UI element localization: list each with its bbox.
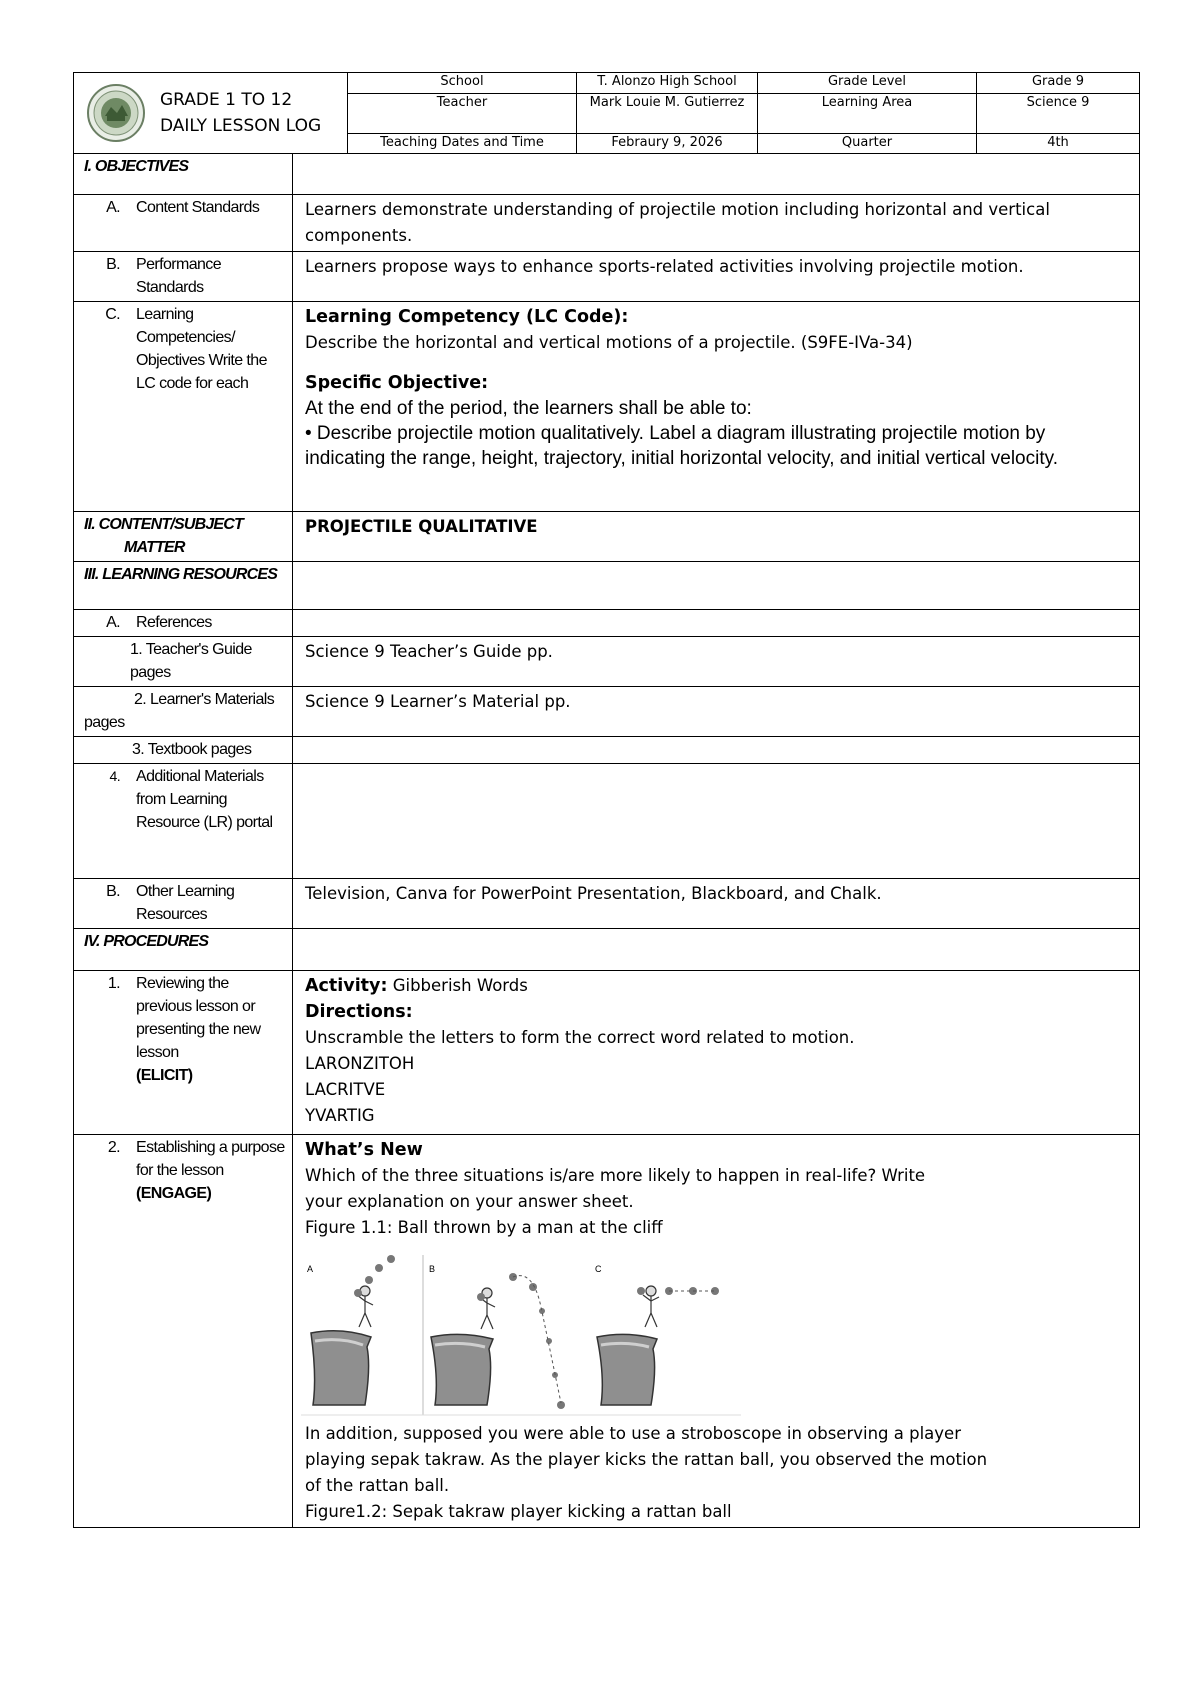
ball-path-a	[354, 1255, 395, 1297]
step1-tag: (ELICIT)	[136, 1067, 193, 1084]
performance-standards-label: Performance Standards	[136, 256, 221, 296]
quarter-label: Quarter	[758, 134, 977, 154]
header-title-line1: GRADE 1 TO 12	[160, 90, 293, 110]
header-title-line2: DAILY LESSON LOG	[160, 116, 322, 136]
competencies-cell	[293, 302, 1140, 512]
word-1: LARONZITOH	[305, 1054, 415, 1073]
other-resources-label-cell: B. Other Learning Resources	[74, 879, 293, 929]
step2-label-cell: 2. Establishing a purpose for the lesson (ENGAGE)	[74, 1135, 293, 1528]
lesson-table	[73, 153, 1140, 1528]
other-resources-value: Television, Canva for PowerPoint Presentation, Blackboard, and Chalk.	[293, 879, 1140, 929]
panel-label-b: B	[429, 1264, 436, 1274]
additional-materials-value	[293, 764, 1140, 879]
cliff-b-icon	[431, 1334, 493, 1405]
dates-value: Febraury 9, 2026	[577, 134, 758, 154]
references-label: References	[136, 614, 212, 631]
figure2-caption: Figure1.2: Sepak takraw player kicking a rattan ball	[305, 1502, 732, 1521]
content-value: PROJECTILE QUALITATIVE	[293, 512, 1140, 562]
step2-tag: (ENGAGE)	[136, 1185, 212, 1202]
header-logo-cell	[74, 73, 348, 154]
competencies-label-cell: C. Learning Competencies/ Objectives Write the LC code for each	[74, 302, 293, 512]
textbook-value	[293, 737, 1140, 764]
learners-materials-label: 2. Learner's Materials pages	[84, 691, 275, 731]
step1-label: Reviewing the previous lesson or presenting the new lesson	[136, 975, 261, 1061]
addition-line3: of the rattan ball.	[305, 1476, 450, 1495]
resources-heading: III. LEARNING RESOURCES	[74, 562, 293, 610]
textbook-label: 3. Textbook pages	[132, 741, 252, 758]
teacher-value: Mark Louie M. Gutierrez	[577, 94, 758, 134]
whats-new-heading: What’s New	[305, 1140, 423, 1160]
additional-materials-label: Additional Materials from Learning Resource (LR) portal	[136, 768, 273, 831]
objectives-heading-value	[293, 154, 1140, 195]
specific-objective-intro: At the end of the period, the learners shall be able to:	[305, 398, 752, 419]
panel-label-c: C	[595, 1264, 602, 1274]
content-standards-label-cell: A. Content Standards	[74, 195, 293, 252]
question-line1: Which of the three situations is/are more likely to happen in real-life? Write	[305, 1166, 926, 1185]
activity-label: Activity:	[305, 976, 388, 996]
step2-label: Establishing a purpose for the lesson	[136, 1139, 285, 1179]
additional-materials-label-cell: 4. Additional Materials from Learning Resource (LR) portal	[74, 764, 293, 879]
quarter-value: 4th	[977, 134, 1140, 154]
teachers-guide-label-cell	[74, 637, 293, 687]
learners-materials-label-cell	[74, 687, 293, 737]
content-standards-text: Learners demonstrate understanding of projectile motion including horizontal and vertical components.	[293, 195, 1140, 252]
word-3: YVARTIG	[305, 1106, 375, 1125]
textbook-label-cell	[74, 737, 293, 764]
projectile-figure	[301, 1247, 751, 1417]
word-2: LACRITVE	[305, 1080, 386, 1099]
step1-label-cell: 1. Reviewing the previous lesson or presenting the new lesson (ELICIT)	[74, 971, 293, 1135]
header-table	[73, 72, 1140, 154]
other-resources-label: Other Learning Resources	[136, 883, 235, 923]
school-value: T. Alonzo High School	[577, 73, 758, 94]
school-label: School	[348, 73, 577, 94]
specific-objective-heading: Specific Objective:	[305, 373, 489, 393]
deped-seal-icon	[86, 83, 146, 143]
dates-label: Teaching Dates and Time	[348, 134, 577, 154]
content-heading: II. CONTENT/SUBJECT MATTER	[74, 512, 293, 562]
references-value	[293, 610, 1140, 637]
step1-cell	[293, 971, 1140, 1135]
competencies-label: Learning Competencies/ Objectives Write the LC code for each	[136, 306, 267, 392]
learners-materials-value: Science 9 Learner’s Material pp.	[293, 687, 1140, 737]
panel-label-a: A	[307, 1264, 314, 1274]
performance-standards-text: Learners propose ways to enhance sports-related activities involving projectile motion.	[293, 252, 1140, 302]
lc-heading: Learning Competency (LC Code):	[305, 307, 629, 327]
directions-text: Unscramble the letters to form the correct word related to motion.	[305, 1028, 855, 1047]
activity-value: Gibberish Words	[387, 976, 528, 995]
person-c-icon	[643, 1286, 659, 1327]
teachers-guide-label: 1. Teacher's Guide pages	[130, 641, 252, 681]
addition-line2: playing sepak takraw. As the player kicks the rattan ball, you observed the motion	[305, 1450, 988, 1469]
cliff-c-icon	[597, 1334, 657, 1405]
cliff-a-icon	[311, 1331, 371, 1405]
learning-area-value: Science 9	[977, 94, 1140, 134]
step2-cell	[293, 1135, 1140, 1528]
teacher-label: Teacher	[348, 94, 577, 134]
performance-standards-label-cell: B. Performance Standards	[74, 252, 293, 302]
objectives-heading: I. OBJECTIVES	[74, 154, 293, 195]
references-label-cell: A. References	[74, 610, 293, 637]
procedures-heading: IV. PROCEDURES	[74, 929, 293, 971]
resources-heading-value	[293, 562, 1140, 610]
grade-level-value: Grade 9	[977, 73, 1140, 94]
directions-label: Directions:	[305, 1002, 413, 1022]
content-standards-label: Content Standards	[136, 199, 260, 216]
addition-line1: In addition, supposed you were able to use a stroboscope in observing a player	[305, 1424, 961, 1443]
lesson-log	[73, 72, 1139, 1528]
specific-objective-bullet: • Describe projectile motion qualitatively. Label a diagram illustrating projectile motion by indicating the range, height, trajectory, initial horizontal velocity, and initial vertical velocity.	[305, 423, 1058, 469]
grade-level-label: Grade Level	[758, 73, 977, 94]
lc-text: Describe the horizontal and vertical motions of a projectile. (S9FE-IVa-34)	[305, 333, 913, 352]
procedures-heading-value	[293, 929, 1140, 971]
learning-area-label: Learning Area	[758, 94, 977, 134]
teachers-guide-value: Science 9 Teacher’s Guide pp.	[293, 637, 1140, 687]
figure1-caption: Figure 1.1: Ball thrown by a man at the cliff	[305, 1218, 663, 1237]
question-line2: your explanation on your answer sheet.	[305, 1192, 634, 1211]
